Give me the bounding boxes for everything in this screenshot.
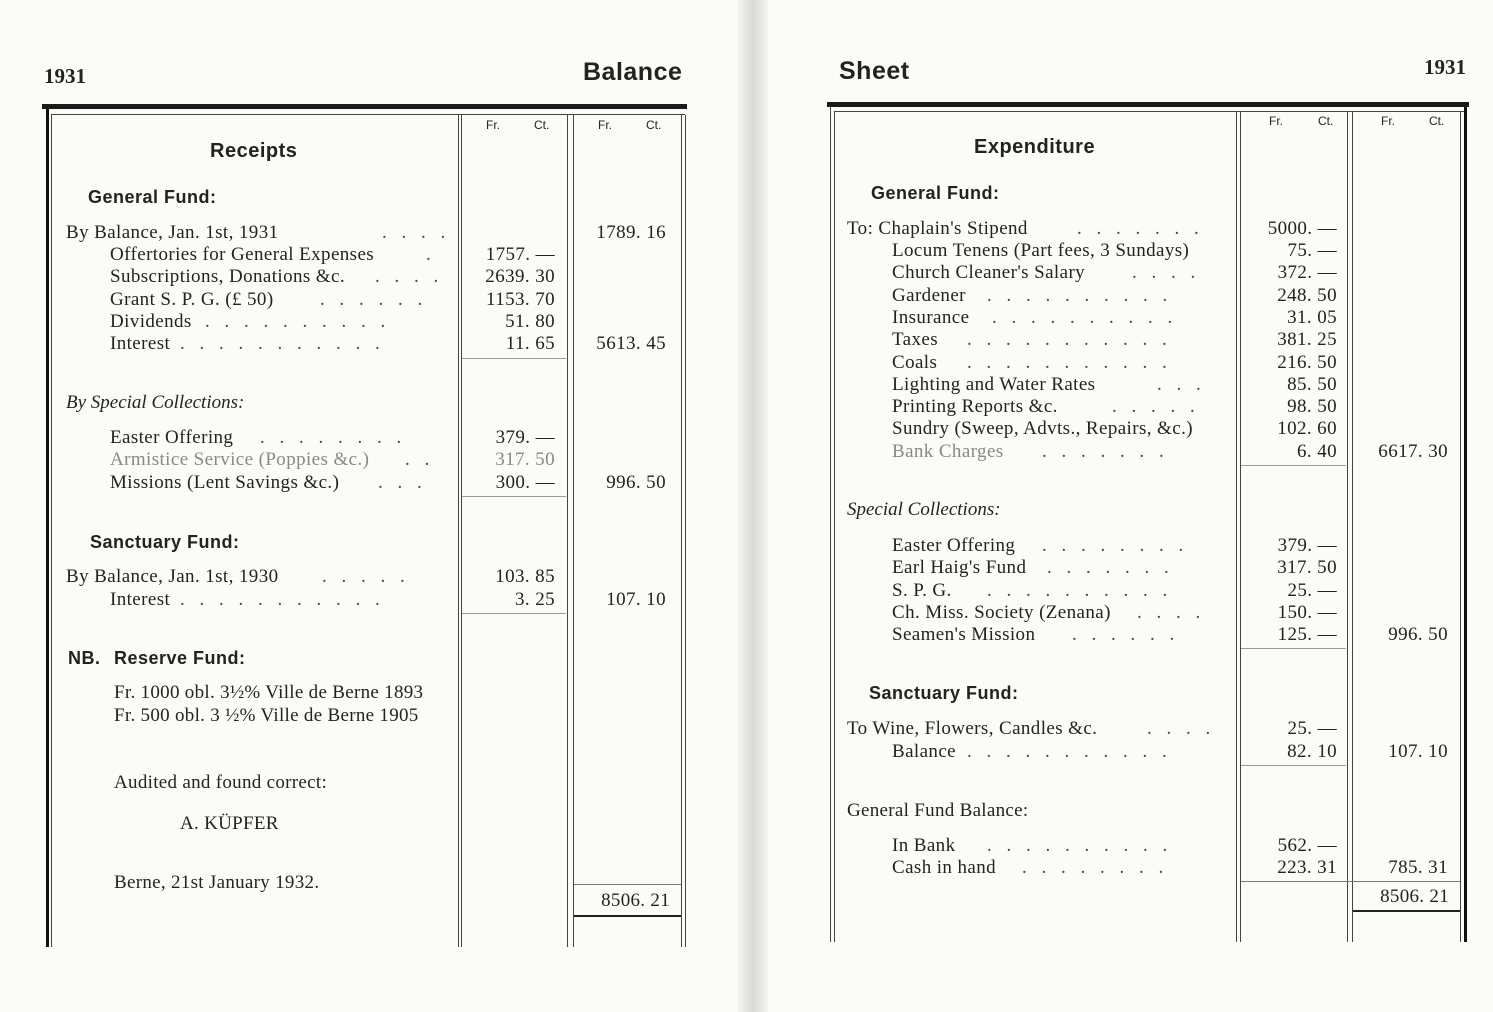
row-total: 785. 31: [1388, 857, 1448, 878]
row-label: Earl Haig's Fund: [892, 557, 1027, 578]
row-amount: 31. 05: [1287, 307, 1337, 328]
leader-dots: . . . . . . . .: [1042, 535, 1189, 556]
auditor-name: A. KÜPFER: [180, 813, 279, 834]
right-colhdr-fr2: Fr.: [1381, 114, 1395, 128]
left-header-rule: [51, 114, 685, 115]
left-col-divider-3b: [685, 115, 686, 947]
subtotal-rule: [462, 613, 566, 614]
book-gutter: [738, 0, 768, 1012]
left-colhdr-ct1: Ct.: [534, 118, 550, 132]
row-total: 107. 10: [1388, 741, 1448, 762]
row-label: Coals: [892, 352, 938, 373]
right-colhdr-fr1: Fr.: [1269, 114, 1283, 128]
row-label: Sundry (Sweep, Advts., Repairs, &c.): [892, 418, 1193, 439]
row-label: To Wine, Flowers, Candles &c.: [847, 718, 1098, 739]
left-colhdr-fr1: Fr.: [486, 118, 500, 132]
row-amount: 562. —: [1277, 835, 1337, 856]
right-inner-border: [834, 112, 835, 942]
row-label: Seamen's Mission: [892, 624, 1036, 645]
row-label: Interest: [110, 589, 171, 610]
row-label: Easter Offering: [892, 535, 1016, 556]
row-amount: 102. 60: [1277, 418, 1337, 439]
leader-dots: . . . . . . . . . . .: [967, 741, 1172, 762]
row-amount: 103. 85: [495, 566, 555, 587]
leader-dots: . . . . .: [1112, 396, 1200, 417]
right-colhdr-ct2: Ct.: [1429, 114, 1445, 128]
row-amount: 379. —: [1277, 535, 1337, 556]
leader-dots: . . . . . . . . . . .: [180, 333, 385, 354]
row-amount: 216. 50: [1277, 352, 1337, 373]
leader-dots: .: [426, 244, 436, 265]
right-col-divider-2b: [1352, 112, 1353, 942]
right-top-rule: [827, 102, 1469, 107]
row-label: Lighting and Water Rates: [892, 374, 1096, 395]
nb-label: NB.: [68, 648, 101, 668]
row-amount: 1757. —: [485, 244, 555, 265]
subtotal-rule: [1241, 648, 1346, 649]
leader-dots: . . . .: [1137, 602, 1206, 623]
leader-dots: . . . .: [1147, 718, 1216, 739]
row-amount: 1153. 70: [486, 289, 555, 310]
row-amount: 25. —: [1287, 718, 1337, 739]
row-amount: 11. 65: [505, 333, 555, 354]
leader-dots: . . . . .: [322, 566, 410, 587]
leader-dots: . .: [405, 449, 435, 470]
subtotal-rule: [462, 358, 566, 359]
row-amount: 248. 50: [1277, 285, 1337, 306]
leader-dots: . . . . . .: [320, 289, 428, 310]
row-label: Church Cleaner's Salary: [892, 262, 1086, 283]
row-amount: 317. 50: [1277, 557, 1337, 578]
row-label: Interest: [110, 333, 171, 354]
leader-dots: . . . . . . . . . . .: [967, 352, 1172, 373]
right-grand-total: 8506. 21: [1380, 886, 1449, 907]
left-colhdr-fr2: Fr.: [598, 118, 612, 132]
left-general-fund-title: General Fund:: [88, 187, 217, 207]
row-label: Insurance: [892, 307, 970, 328]
leader-dots: . . .: [1157, 374, 1206, 395]
left-year: 1931: [44, 64, 86, 88]
right-outer-border: [830, 107, 831, 942]
row-amount: 5000. —: [1267, 218, 1337, 239]
row-label: Dividends: [110, 311, 192, 332]
right-col-divider-3: [1460, 112, 1461, 942]
leader-dots: . . . . . . . . . .: [992, 307, 1178, 328]
leader-dots: . . . . . . .: [1042, 441, 1169, 462]
row-total: 1789. 16: [596, 222, 666, 243]
row-label: Taxes: [892, 329, 939, 350]
right-general-fund-title: General Fund:: [871, 183, 1000, 203]
row-label: In Bank: [892, 835, 956, 856]
row-amount: 3. 25: [515, 589, 555, 610]
row-label: By Balance, Jan. 1st, 1930: [66, 566, 279, 587]
left-inner-border: [51, 115, 52, 947]
row-label: Offertories for General Expenses: [110, 244, 375, 265]
row-label: By Balance, Jan. 1st, 1931: [66, 222, 279, 243]
left-grand-total: 8506. 21: [601, 890, 670, 911]
right-col-divider-2: [1347, 112, 1348, 942]
subtotal-rule: [1241, 765, 1346, 766]
leader-dots: . . . . . .: [1072, 624, 1180, 645]
right-balance-title: General Fund Balance:: [847, 800, 1029, 821]
leader-dots: . . . .: [1132, 262, 1201, 283]
left-sanctuary-title: Sanctuary Fund:: [90, 532, 240, 552]
grand-total-top-rule: [1241, 881, 1460, 882]
row-label: Bank Charges: [892, 441, 1004, 462]
leader-dots: . . . . . . . . . . .: [180, 589, 385, 610]
row-amount: 2639. 30: [485, 266, 555, 287]
row-label: To: Chaplain's Stipend: [847, 218, 1028, 239]
left-colhdr-ct2: Ct.: [646, 118, 662, 132]
row-total: 996. 50: [1388, 624, 1448, 645]
leader-dots: . . . . . . . . . .: [987, 835, 1173, 856]
leader-dots: . . .: [378, 472, 427, 493]
left-special-title: By Special Collections:: [66, 392, 245, 413]
left-top-rule: [42, 104, 687, 109]
grand-total-top-rule: [574, 884, 681, 885]
right-sanctuary-title: Sanctuary Fund:: [869, 683, 1019, 703]
leader-dots: . . . . . . . . . .: [987, 285, 1173, 306]
row-label: Missions (Lent Savings &c.): [110, 472, 340, 493]
row-amount: 25. —: [1287, 580, 1337, 601]
leader-dots: . . . . . . . . . .: [205, 311, 391, 332]
reserve-line-1: Fr. 1000 obl. 3½% Ville de Berne 1893: [114, 682, 424, 703]
row-amount: 51. 80: [505, 311, 555, 332]
row-label: Gardener: [892, 285, 966, 306]
row-total: 107. 10: [606, 589, 666, 610]
leader-dots: . . . . . . .: [1047, 557, 1174, 578]
right-outer-border-right: [1464, 107, 1467, 942]
left-header-word: Balance: [583, 58, 683, 86]
reserve-line-2: Fr. 500 obl. 3 ½% Ville de Berne 1905: [114, 705, 419, 726]
leader-dots: . . . . . . . .: [260, 427, 407, 448]
row-amount: 223. 31: [1277, 857, 1337, 878]
row-label: Balance: [892, 741, 956, 762]
row-amount: 372. —: [1277, 262, 1337, 283]
row-total: 5613. 45: [596, 333, 666, 354]
row-label: Subscriptions, Donations &c.: [110, 266, 345, 287]
right-colhdr-ct1: Ct.: [1318, 114, 1334, 128]
right-year: 1931: [1424, 55, 1466, 79]
row-amount: 150. —: [1277, 602, 1337, 623]
leader-dots: . . . .: [375, 266, 444, 287]
grand-total-double-rule: [1353, 910, 1460, 912]
row-amount: 300. —: [495, 472, 555, 493]
row-amount: 6. 40: [1297, 441, 1337, 462]
row-label: Grant S. P. G. (£ 50): [110, 289, 274, 310]
right-header-rule: [834, 111, 1464, 112]
leader-dots: . . . . . . . . . .: [987, 580, 1173, 601]
right-header-word: Sheet: [839, 57, 910, 85]
leader-dots: . . . .: [382, 222, 451, 243]
receipts-title: Receipts: [210, 140, 298, 162]
row-amount: 82. 10: [1287, 741, 1337, 762]
row-label: Printing Reports &c.: [892, 396, 1058, 417]
right-special-title: Special Collections:: [847, 499, 1001, 520]
left-outer-border: [46, 109, 49, 947]
expenditure-title: Expenditure: [974, 136, 1096, 158]
row-total: 996. 50: [606, 472, 666, 493]
row-amount: 381. 25: [1277, 329, 1337, 350]
row-total: 6617. 30: [1378, 441, 1448, 462]
row-amount: 98. 50: [1287, 396, 1337, 417]
subtotal-rule: [1241, 465, 1346, 466]
leader-dots: . . . . . . . . . . .: [967, 329, 1172, 350]
reserve-fund-title: Reserve Fund:: [114, 648, 246, 668]
subtotal-rule: [462, 496, 566, 497]
leader-dots: . . . . . . . .: [1022, 857, 1169, 878]
audited-text: Audited and found correct:: [114, 772, 328, 793]
row-label: Easter Offering: [110, 427, 234, 448]
row-amount: 85. 50: [1287, 374, 1337, 395]
row-label: Locum Tenens (Part fees, 3 Sundays): [892, 240, 1190, 261]
row-amount: 75. —: [1287, 240, 1337, 261]
row-amount: 317. 50: [495, 449, 555, 470]
place-date: Berne, 21st January 1932.: [114, 872, 320, 893]
leader-dots: . . . . . . .: [1077, 218, 1204, 239]
row-label: Ch. Miss. Society (Zenana): [892, 602, 1111, 623]
row-amount: 125. —: [1277, 624, 1337, 645]
row-amount: 379. —: [495, 427, 555, 448]
grand-total-double-rule: [574, 915, 681, 917]
row-label: S. P. G.: [892, 580, 952, 601]
row-label: Cash in hand: [892, 857, 997, 878]
left-col-divider-3: [681, 115, 682, 947]
row-label: Armistice Service (Poppies &c.): [110, 449, 370, 470]
